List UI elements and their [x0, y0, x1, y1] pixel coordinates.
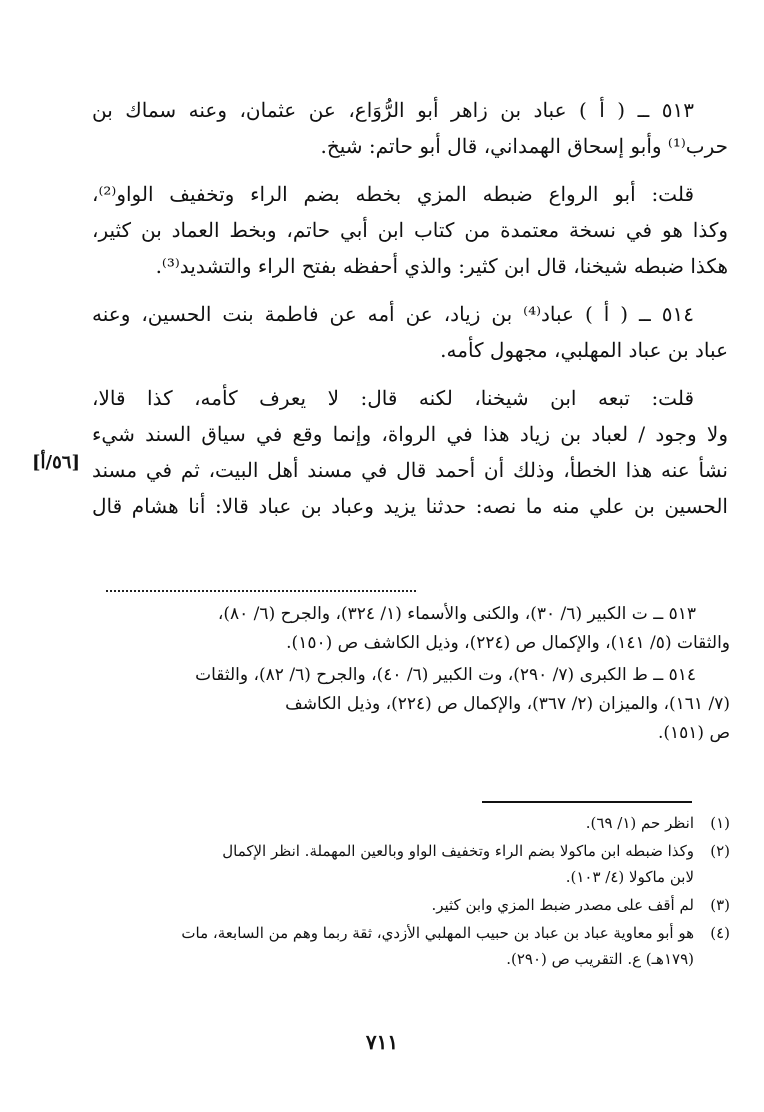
text-line: (٧/ ١٦١)، والميزان (٢/ ٣٦٧)، والإكمال ص (٢٢٤)، وذيل الكاشف — [285, 694, 730, 714]
footnote-text: لم أقف على مصدر ضبط المزي وابن كثير. — [431, 896, 694, 914]
text-line: عباد بن عباد المهلبي، مجهول كأمه. — [440, 338, 728, 362]
footnote-divider — [482, 801, 692, 803]
separator-dots — [106, 590, 416, 596]
text-line: حرب⁽¹⁾ وأبو إسحاق الهمداني، قال أبو حاتم: شيخ. — [320, 134, 728, 158]
footnote-number: (٤) — [710, 924, 730, 942]
footnote-4 — [96, 920, 730, 972]
text-line: ٥١٣ ــ ت الكبير (٦/ ٣٠)، والكنى والأسماء (١/ ٣٢٤)، والجرح (٦/ ٨٠)، — [217, 604, 696, 624]
footnote-text: وكذا ضبطه ابن ماكولا بضم الراء وتخفيف الواو وبالعين المهملة. انظر الإكمال — [222, 842, 694, 860]
text-line: ٥١٤ ــ ط الكبرى (٧/ ٢٩٠)، وت الكبير (٦/ ٤٠)، والجرح (٦/ ٨٢)، والثقات — [195, 665, 696, 685]
text-line: وكذا هو في نسخة معتمدة من كتاب ابن أبي حاتم، وبخط العماد بن كثير، — [92, 218, 728, 242]
reference-514 — [96, 661, 730, 748]
footnote-number: (٣) — [710, 896, 730, 914]
footnote-line — [96, 838, 730, 864]
footnote-text: (١٧٩هـ) ع. التقريب ص (٢٩٠). — [506, 950, 694, 968]
text-line: هكذا ضبطه شيخنا، قال ابن كثير: والذي أحفظه بفتح الراء والتشديد⁽³⁾. — [155, 254, 728, 278]
footnote-1 — [96, 810, 730, 836]
text-line: والثقات (٥/ ١٤١)، والإكمال ص (٢٢٤)، وذيل الكاشف ص (١٥٠). — [286, 633, 730, 653]
footnote-line — [96, 810, 730, 836]
text-line: ص (١٥١). — [657, 723, 730, 743]
footnote-number: (١) — [710, 814, 730, 832]
footnotes — [96, 810, 730, 974]
page-number: ٧١١ — [365, 1030, 399, 1054]
source-references — [96, 600, 730, 751]
comment-513 — [92, 176, 728, 284]
text-line: قلت: أبو الرواع ضبطه المزي بخطه بضم الراء وتخفيف الواو⁽²⁾، — [92, 182, 694, 206]
footnote-3 — [96, 892, 730, 918]
reference-513 — [96, 600, 730, 658]
text-line: ولا وجود / لعباد بن زياد هذا في الرواة، وإنما وقع في سياق السند شيء — [92, 422, 728, 446]
text-line: ٥١٤ ــ ( أ ) عباد⁽⁴⁾ بن زياد، عن أمه عن فاطمة بنت الحسين، وعنه — [92, 302, 694, 326]
text-line: الحسين بن علي منه ما نصه: حدثنا يزيد وعباد بن عباد قالا: أنا هشام قال — [92, 494, 728, 518]
footnote-line — [96, 920, 730, 946]
footnote-2 — [96, 838, 730, 890]
main-text — [92, 92, 728, 536]
footnote-text: هو أبو معاوية عباد بن عباد بن حبيب المهلبي الأزدي، ثقة ربما وهم من السابعة، مات — [181, 924, 694, 942]
text-line: ٥١٣ ــ ( أ ) عباد بن زاهر أبو الرُّوَاع، عن عثمان، وعنه سماك بن — [92, 98, 694, 122]
entry-514 — [92, 296, 728, 368]
footnote-text: انظر حم (١/ ٦٩). — [585, 814, 694, 832]
manuscript-folio-marker: [٥٦/أ] — [32, 452, 80, 473]
comment-514 — [92, 380, 728, 524]
footnote-text: لابن ماكولا (٤/ ١٠٣). — [565, 868, 694, 886]
footnote-number: (٢) — [710, 842, 730, 860]
footnote-line — [96, 892, 730, 918]
text-line: قلت: تبعه ابن شيخنا، لكنه قال: لا يعرف كأمه، كذا قالا، — [92, 386, 695, 410]
entry-513 — [92, 92, 728, 164]
text-line: نشأ عنه هذا الخطأ، وذلك أن أحمد قال في مسند أهل البيت، ثم في مسند — [92, 458, 728, 482]
